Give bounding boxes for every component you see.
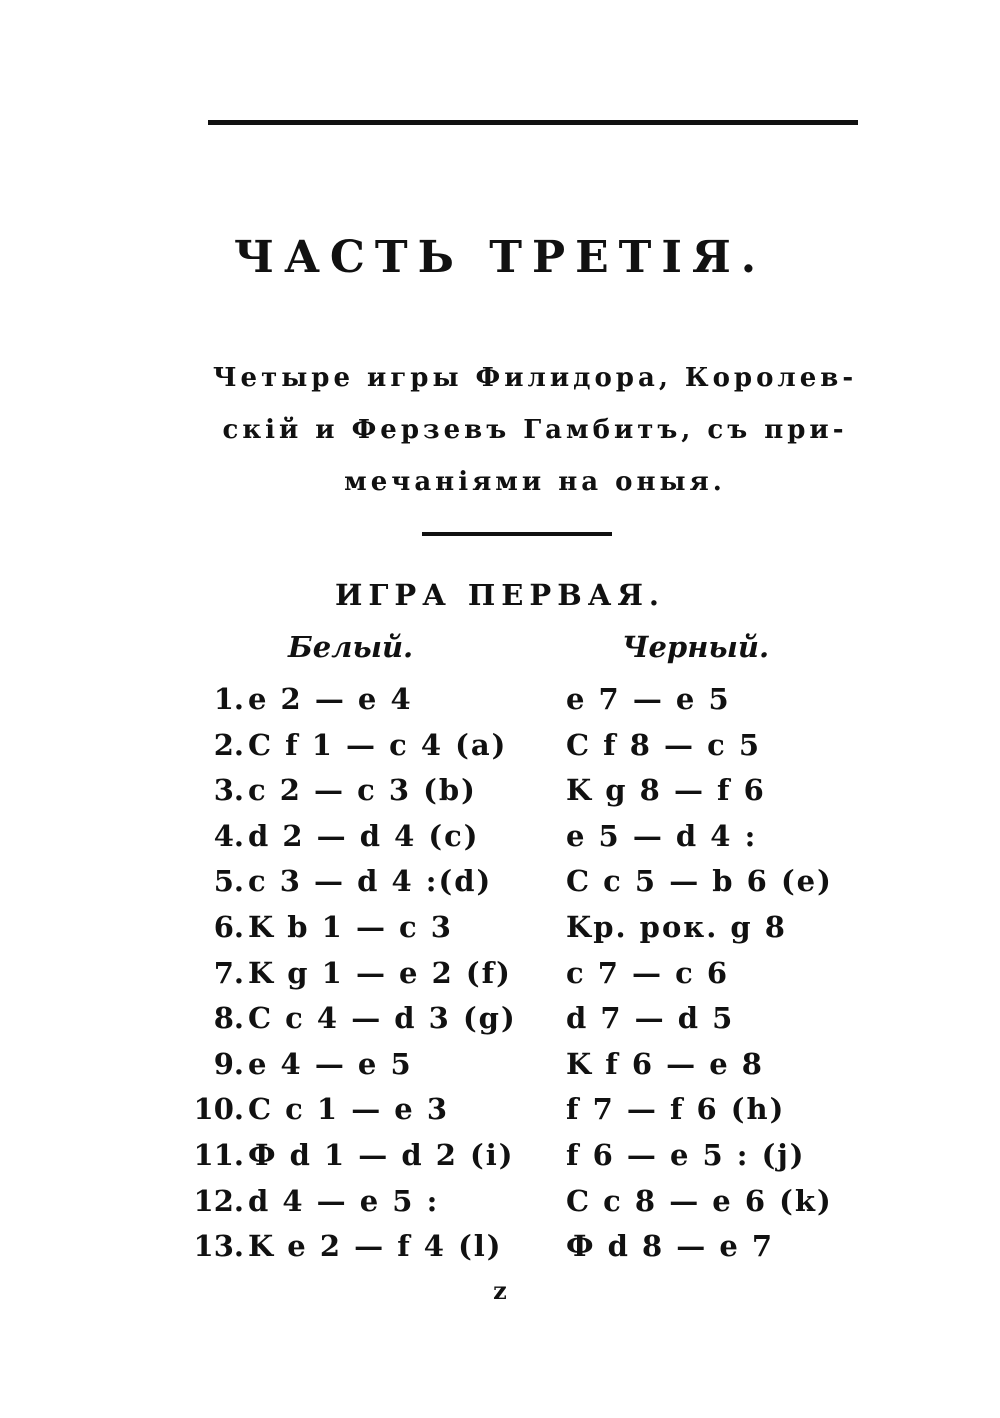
white-move: K b 1 — c 3 [248, 909, 453, 944]
move-row [0, 995, 1000, 1041]
move-row [0, 813, 1000, 859]
black-move: Ф d 8 — e 7 [566, 1229, 775, 1264]
white-move: Ф d 1 — d 2 (i) [248, 1137, 515, 1172]
black-move: Kp. рок. g 8 [566, 909, 787, 944]
move-number: 2. [213, 727, 244, 762]
move-number: 4. [213, 818, 244, 853]
white-move: e 2 — e 4 [248, 682, 413, 716]
move-number: 7. [213, 955, 244, 990]
part-title: ЧАСТЬ ТРЕТІЯ. [233, 232, 767, 283]
signature-mark: z [493, 1276, 507, 1305]
move-number: 1. [213, 682, 244, 716]
top-rule [208, 120, 858, 125]
move-number: 8. [213, 1001, 244, 1036]
move-row [0, 1041, 1000, 1087]
white-column-heading: Белый. [288, 630, 414, 664]
white-move: C f 1 — c 4 (a) [248, 727, 508, 762]
black-move: C c 8 — e 6 (k) [566, 1183, 833, 1218]
move-number: 11. [193, 1137, 244, 1172]
move-number: 13. [193, 1229, 244, 1264]
subtitle-line: мечаніями на оныя. [344, 467, 726, 497]
black-column-heading: Черный. [622, 630, 770, 664]
move-number: 12. [193, 1183, 244, 1218]
white-move: d 4 — e 5 : [248, 1183, 440, 1218]
move-number: 3. [213, 773, 244, 808]
black-move: f 6 — e 5 : (j) [566, 1137, 806, 1172]
black-move: f 7 — f 6 (h) [566, 1092, 786, 1127]
black-move: C c 5 — b 6 (e) [566, 864, 833, 899]
move-row [0, 950, 1000, 996]
white-move: c 3 — d 4 :(d) [248, 864, 493, 899]
move-row [0, 767, 1000, 813]
move-row [0, 904, 1000, 950]
white-move: K e 2 — f 4 (l) [248, 1229, 503, 1264]
white-move: C c 4 — d 3 (g) [248, 1001, 517, 1036]
white-move: c 2 — c 3 (b) [248, 773, 477, 808]
black-move: K f 6 — e 8 [566, 1046, 764, 1081]
move-row [0, 858, 1000, 904]
black-move: c 7 — c 6 [566, 955, 730, 990]
white-move: d 2 — d 4 (c) [248, 818, 480, 853]
move-number: 6. [213, 909, 244, 944]
move-number: 9. [213, 1046, 244, 1081]
subtitle [195, 352, 875, 508]
black-move: e 5 — d 4 : [566, 818, 758, 853]
game-title: ИГРА ПЕРВАЯ. [334, 578, 666, 612]
black-move: K g 8 — f 6 [566, 773, 766, 808]
move-number: 5. [213, 864, 244, 899]
black-move: d 7 — d 5 [566, 1001, 735, 1036]
black-move: e 7 — e 5 [566, 682, 731, 716]
white-move: e 4 — e 5 [248, 1046, 413, 1081]
subtitle-line: Четыре игры Филидора, Королев- [212, 363, 858, 393]
move-number: 10. [193, 1092, 244, 1127]
black-move: C f 8 — c 5 [566, 727, 762, 762]
move-row [0, 676, 1000, 722]
move-row [0, 722, 1000, 768]
move-row [0, 1132, 1000, 1178]
subtitle-line: скій и Ферзевъ Гамбитъ, съ при- [222, 415, 848, 445]
white-move: C c 1 — e 3 [248, 1092, 450, 1127]
section-rule [422, 532, 612, 536]
moves-list [0, 676, 1000, 1269]
move-row [0, 1086, 1000, 1132]
white-move: K g 1 — e 2 (f) [248, 955, 512, 990]
move-row [0, 1178, 1000, 1224]
move-row [0, 1223, 1000, 1269]
